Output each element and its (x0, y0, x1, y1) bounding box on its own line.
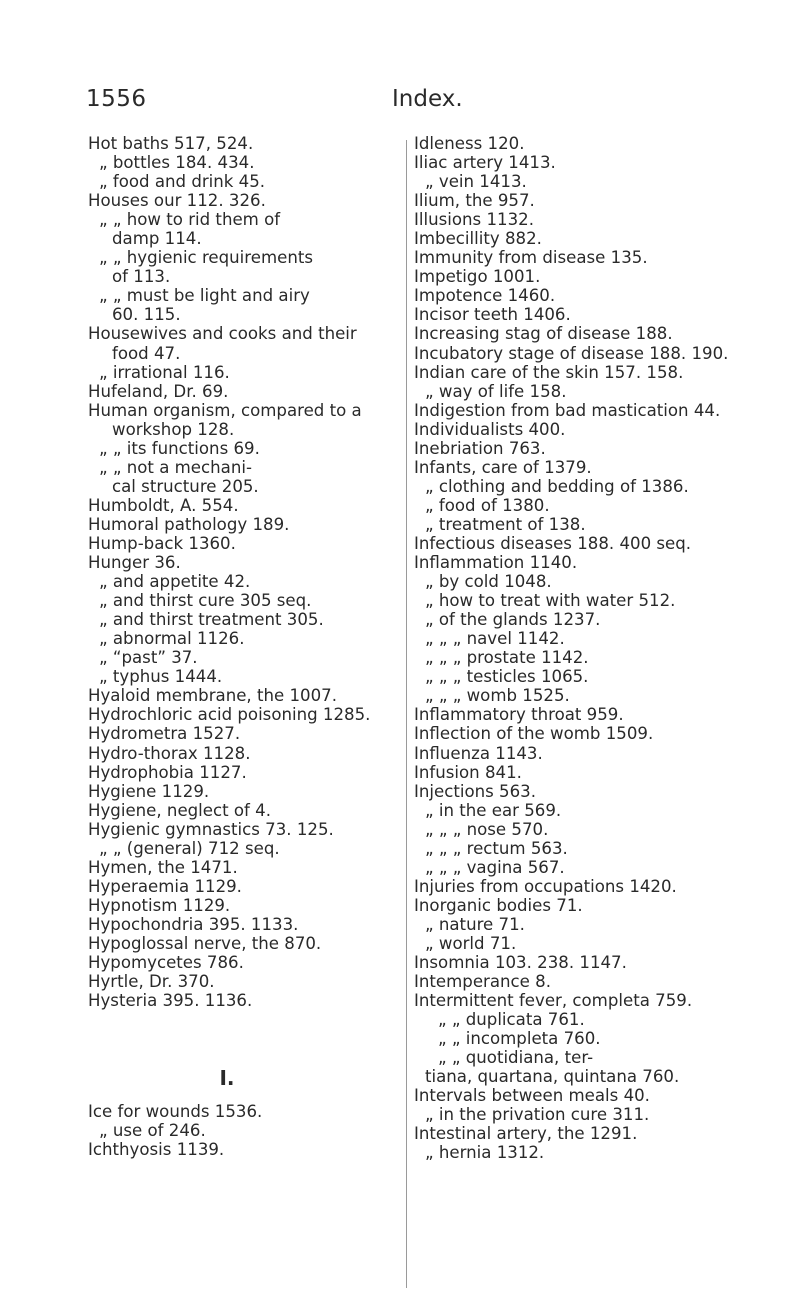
index-entry: Hydrometra 1527. (88, 724, 241, 744)
index-entry: Injuries from occupations 1420. (414, 876, 677, 896)
index-entry: Hufeland, Dr. 69. (88, 381, 229, 401)
index-entry: damp 114. (112, 229, 202, 249)
index-entry: Inflection of the womb 1509. (414, 724, 654, 744)
index-entry: „ „ „ womb 1525. (425, 686, 570, 706)
index-entry: „ typhus 1444. (99, 667, 223, 687)
index-entry: „ treatment of 138. (425, 514, 586, 534)
index-entry: of 113. (112, 267, 171, 287)
index-entry: Idleness 120. (414, 134, 525, 153)
index-entry: Impotence 1460. (414, 286, 556, 306)
index-entry: „ of the glands 1237. (425, 610, 601, 630)
index-entry: Intemperance 8. (414, 972, 551, 992)
index-entry: Incubatory stage of disease 188. 190. (414, 343, 729, 363)
index-entry: Hydrochloric acid poisoning 1285. (88, 705, 371, 725)
index-entry: „ „ (general) 712 seq. (99, 838, 280, 858)
index-entry: „ nature 71. (425, 914, 525, 934)
index-entry: „ food and drink 45. (99, 172, 266, 192)
index-entry: „ hernia 1312. (425, 1143, 545, 1163)
index-entry: Illusions 1132. (414, 210, 534, 230)
index-entry: „ irrational 116. (99, 362, 230, 382)
index-entry: Humoral pathology 189. (88, 514, 290, 534)
index-entry: Hyaloid membrane, the 1007. (88, 686, 337, 706)
column-divider (406, 140, 407, 1288)
index-entry: Insomnia 103. 238. 1147. (414, 953, 627, 973)
index-entry: Hyperaemia 1129. (88, 876, 242, 896)
index-entry: Intermittent fever, completa 759. (414, 991, 693, 1011)
index-entry: Hygiene, neglect of 4. (88, 800, 272, 820)
index-entry: „ clothing and bedding of 1386. (425, 476, 689, 496)
index-entry: „ by cold 1048. (425, 572, 552, 592)
index-entry: Hyrtle, Dr. 370. (88, 972, 215, 992)
index-entry: Iliac artery 1413. (414, 153, 556, 173)
index-entry: „ way of life 158. (425, 381, 567, 401)
index-entry: Indigestion from bad mastication 44. (414, 400, 721, 420)
index-entry: Inorganic bodies 71. (414, 895, 583, 915)
index-entry: Infectious diseases 188. 400 seq. (414, 533, 692, 553)
index-entry: „ and appetite 42. (99, 572, 251, 592)
index-entry: Hydrophobia 1127. (88, 762, 247, 782)
index-entry: „ in the privation cure 311. (425, 1105, 650, 1125)
index-entry: „ bottles 184. 434. (99, 153, 255, 173)
index-entry: Hygiene 1129. (88, 781, 210, 801)
index-entry: Housewives and cooks and their (88, 324, 357, 344)
index-entry: „ use of 246. (99, 1121, 206, 1141)
index-entry: Injections 563. (414, 781, 537, 801)
index-entry: Hymen, the 1471. (88, 857, 238, 877)
index-entry: „ „ not a mechani- (99, 457, 252, 477)
index-entry: Ichthyosis 1139. (88, 1140, 225, 1160)
index-entry: Intervals between meals 40. (414, 1086, 650, 1106)
index-entry: Hypomycetes 786. (88, 953, 244, 973)
page-number: 1556 (86, 86, 147, 112)
index-entry: „ „ „ nose 570. (425, 819, 549, 839)
index-entry: food 47. (112, 343, 181, 363)
index-entry: Infusion 841. (414, 762, 522, 782)
index-entry: Immunity from disease 135. (414, 248, 648, 268)
index-entry: „ abnormal 1126. (99, 629, 245, 649)
index-entry: Hysteria 395. 1136. (88, 991, 253, 1011)
index-entry: „ „ how to rid them of (99, 210, 281, 230)
index-entry: Hot baths 517, 524. (88, 134, 254, 153)
index-column-left (88, 134, 406, 1159)
index-entry: Houses our 112. 326. (88, 191, 266, 211)
index-entry: Hunger 36. (88, 553, 181, 573)
index-entry: „ „ quotidiana, ter- (438, 1048, 594, 1068)
index-entry: Incisor teeth 1406. (414, 305, 571, 325)
index-entry: Inflammation 1140. (414, 553, 578, 573)
page-header (86, 86, 463, 116)
index-entry: „ how to treat with water 512. (425, 591, 676, 611)
index-entry: Impetigo 1001. (414, 267, 541, 287)
index-column-right (414, 134, 794, 1163)
index-entry: „ „ „ vagina 567. (425, 857, 565, 877)
index-entry: Indian care of the skin 157. 158. (414, 362, 684, 382)
index-entry: Humboldt, A. 554. (88, 495, 239, 515)
index-entry: cal structure 205. (112, 476, 259, 496)
left-after-entries (88, 1102, 406, 1159)
index-entry: Inflammatory throat 959. (414, 705, 624, 725)
index-entry: „ „ must be light and airy (99, 286, 310, 306)
index-entry: Hydro-thorax 1128. (88, 743, 251, 763)
index-entry: workshop 128. (112, 419, 235, 439)
index-entry: Human organism, compared to a (88, 400, 362, 420)
index-entry: Increasing stag of disease 188. (414, 324, 673, 344)
index-entry: Hypnotism 1129. (88, 895, 231, 915)
index-entry: Ice for wounds 1536. (88, 1102, 263, 1122)
index-entry: Hygienic gymnastics 73. 125. (88, 819, 334, 839)
index-entry: „ „ „ rectum 563. (425, 838, 568, 858)
section-letter: I. (219, 1066, 235, 1091)
index-entry: Individualists 400. (414, 419, 566, 439)
index-entry: Hypoglossal nerve, the 870. (88, 933, 322, 953)
index-entry: „ „ „ navel 1142. (425, 629, 565, 649)
index-entry: 60. 115. (112, 305, 181, 325)
index-entry: „ in the ear 569. (425, 800, 562, 820)
index-entry: „ “past” 37. (99, 648, 198, 668)
index-entry: Influenza 1143. (414, 743, 543, 763)
index-entry: Imbecillity 882. (414, 229, 542, 249)
index-entry: Ilium, the 957. (414, 191, 535, 211)
index-entry: „ „ its functions 69. (99, 438, 260, 458)
index-entry: „ „ incompleta 760. (438, 1029, 601, 1049)
index-entry: Inebriation 763. (414, 438, 546, 458)
index-entry: Infants, care of 1379. (414, 457, 592, 477)
index-entry: „ „ „ prostate 1142. (425, 648, 589, 668)
index-entry: „ „ „ testicles 1065. (425, 667, 589, 687)
index-entry: Intestinal artery, the 1291. (414, 1124, 638, 1144)
index-entry: Hypochondria 395. 1133. (88, 914, 299, 934)
running-head: Index. (392, 86, 463, 112)
index-entry: „ vein 1413. (425, 172, 527, 192)
index-entry: „ and thirst cure 305 seq. (99, 591, 312, 611)
index-entry: „ „ duplicata 761. (438, 1010, 585, 1030)
index-entry: „ world 71. (425, 933, 517, 953)
index-entry: „ „ hygienic requirements (99, 248, 313, 268)
left-entries (88, 134, 406, 1010)
index-entry: „ food of 1380. (425, 495, 550, 515)
right-entries (414, 134, 794, 1163)
index-entry: Hump-back 1360. (88, 533, 236, 553)
index-entry: tiana, quartana, quintana 760. (425, 1067, 680, 1087)
index-entry: „ and thirst treatment 305. (99, 610, 324, 630)
